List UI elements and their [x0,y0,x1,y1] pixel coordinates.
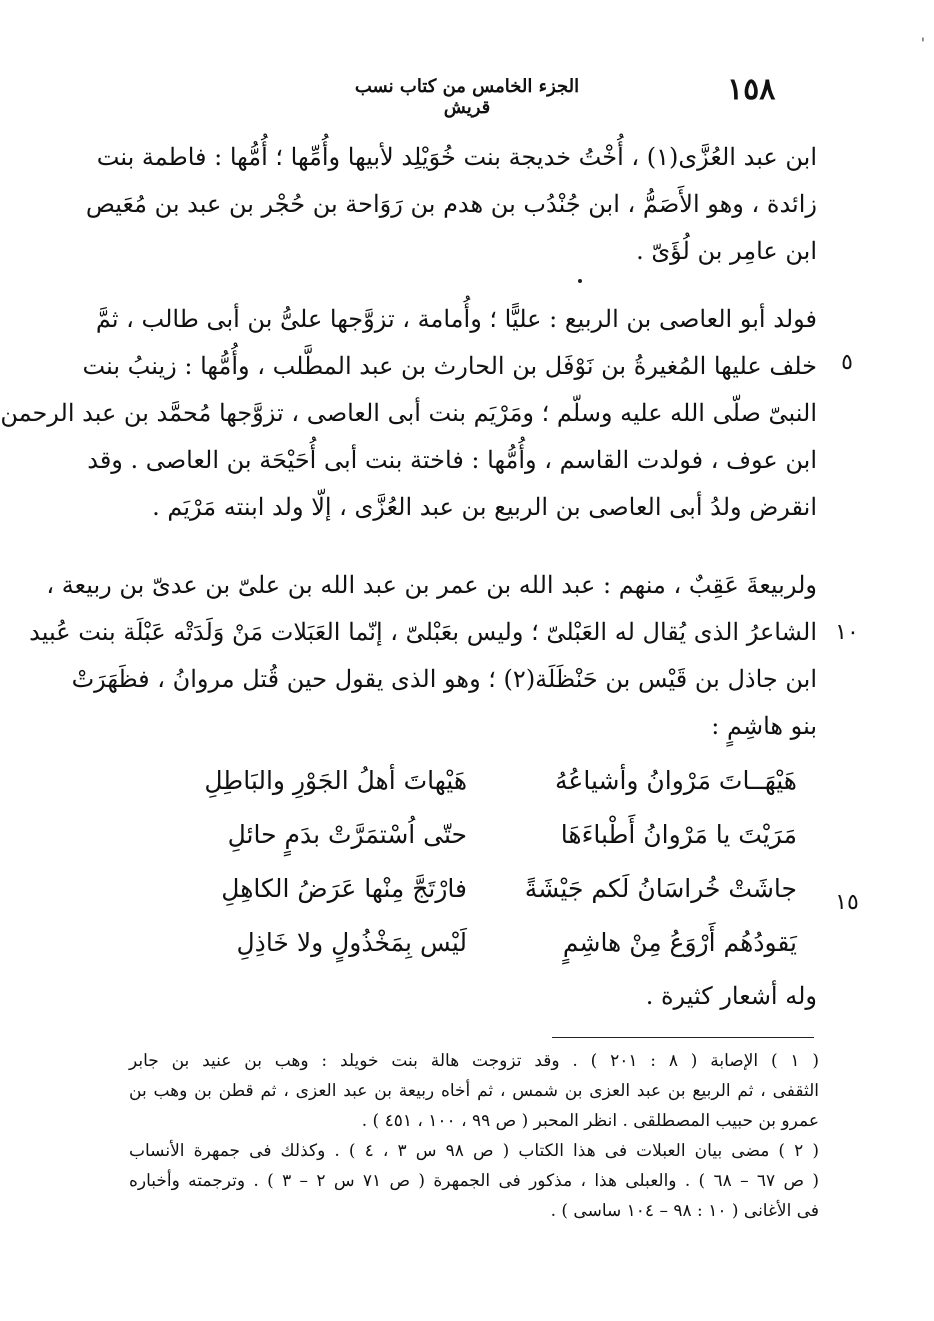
text-line: فولد أبو العاصى بن الربيع : عليًّا ؛ وأُمامة ، تزوَّجها علىُّ بن أبى طالب ، ثمَّ [95,305,817,333]
footnotes [129,1046,819,1226]
footnote-line: ( ١ ) الإصابة ( ٨ : ٢٠١ ) . وقد تزوجت هالة بنت خويلد : وهب بن عنيد بن جابر [129,1051,819,1071]
line-number-5: ٥ [841,350,853,375]
poem-verse [197,766,797,820]
poem-verse [197,928,797,982]
footnote-line: فى الأغانى ( ١٠ : ٩٨ – ١٠٤ ساسى ) . [550,1201,819,1221]
paragraph-2 [0,296,817,531]
paragraph-3 [29,562,817,750]
text-line: ابن عامِر بن لُؤَىّ . [636,237,817,265]
text-line: خلف عليها المُغيرةُ بن نَوْفَل بن الحارث بن عبد المطَّلب ، وأُمُّها : زينبُ بنت [82,352,817,380]
line-number-10: ١٠ [835,620,859,645]
verse-first-hemistich: هَيْهَــاتَ مَرْوانُ وأشياعُهُ [555,766,797,795]
text-line: ابن جاذل بن قَيْس بن حَنْظَلَة(٢) ؛ وهو الذى يقول حين قُتل مروانُ ، فظَهَرَتْ [71,665,817,693]
footnote-line: الثقفى ، ثم الربيع بن عبد العزى بن شمس ، ثم أخاه ربيعة بن عبد العزى ، ثم قطن بن وهب بن [129,1081,819,1101]
text-line: الشاعرُ الذى يُقال له العَبْلىّ ؛ وليس بعَبْلىّ ، إنّما العَبَلات مَنْ وَلَدَتْه عَبْلَة بنت عُبيد [29,618,817,646]
verse-second-hemistich: حتّى اُسْتمَرَّتْ بدَمٍ حائلِ [227,820,467,849]
footnote-line: عمرو بن حبيب المصطلقى . انظر المحبر ( ص ٩٩ ، ١٠٠ ، ٤٥١ ) . [361,1111,819,1131]
verse-second-hemistich: فارْتَجَّ مِنْها عَرَضُ الكاهِلِ [221,874,467,903]
poem-verse [197,874,797,928]
corner-mark: ' [921,36,925,52]
line-number-15: ١٥ [835,890,859,915]
paragraph-1 [85,134,817,275]
running-header: الجزء الخامس من كتاب نسب قريش [354,76,580,118]
footnote-line: ( ص ٦٧ – ٦٨ ) . والعبلى هذا ، مذكور فى الجمهرة ( ص ٧١ س ٢ – ٣ ) . وترجمته وأخباره [129,1171,820,1191]
verse-first-hemistich: مَرَيْتَ يا مَرْوانُ أَطْباءَهَا [560,820,797,849]
text-line: زائدة ، وهو الأَصَمُّ ، ابن جُنْدُب بن هدم بن رَوَاحة بن حُجْر بن عبد بن مُعَيص [85,190,817,218]
poem-verse [197,820,797,874]
text-line: ابن عوف ، فولدت القاسم ، وأُمُّها : فاختة بنت أبى أُحَيْحَة بن العاصى . وقد [87,446,817,474]
text-line: النبىّ صلّى الله عليه وسلّم ؛ ومَرْيَم بنت أبى العاصى ، تزوَّجها مُحمَّد بن عبد الرحمن [0,399,817,427]
footnote-divider [552,1037,814,1038]
ink-dot [578,279,582,283]
footnote-line: ( ٢ ) مضى بيان العبلات فى هذا الكتاب ( ص ٩٨ س ٣ ، ٤ ) . وكذلك فى جمهرة الأنساب [129,1141,820,1161]
text-line: انقرض ولدُ أبى العاصى بن الربيع بن عبد العُزَّى ، إلّا ولد ابنته مَرْيَم . [152,493,817,521]
text-line: بنو هاشِمٍ : [711,712,817,740]
text-line: ولربيعةَ عَقِبٌ ، منهم : عبد الله بن عمر بن عبد الله بن علىّ بن عدىّ بن ربيعة ، [46,571,817,599]
verse-first-hemistich: جاشَتْ خُراسَانُ لَكم جَيْشَةً [524,874,797,903]
verse-first-hemistich: يَقودُهُم أَرْوَعُ مِنْ هاشِمٍ [562,928,797,957]
text-line: ابن عبد العُزَّى(١) ، أُخْتُ خديجة بنت خُوَيْلِد لأبيها وأُمِّها ؛ أُمُّها : فاطمة بنت [96,143,817,171]
page-number: ١٥٨ [727,72,776,107]
verse-second-hemistich: لَيْس بِمَخْذُولٍ ولا خَاذِلِ [236,928,467,957]
closing-line: وله أشعار كثيرة . [645,982,817,1010]
verse-second-hemistich: هَيْهاتَ أهلُ الجَوْرِ والبَاطِلِ [204,766,467,795]
